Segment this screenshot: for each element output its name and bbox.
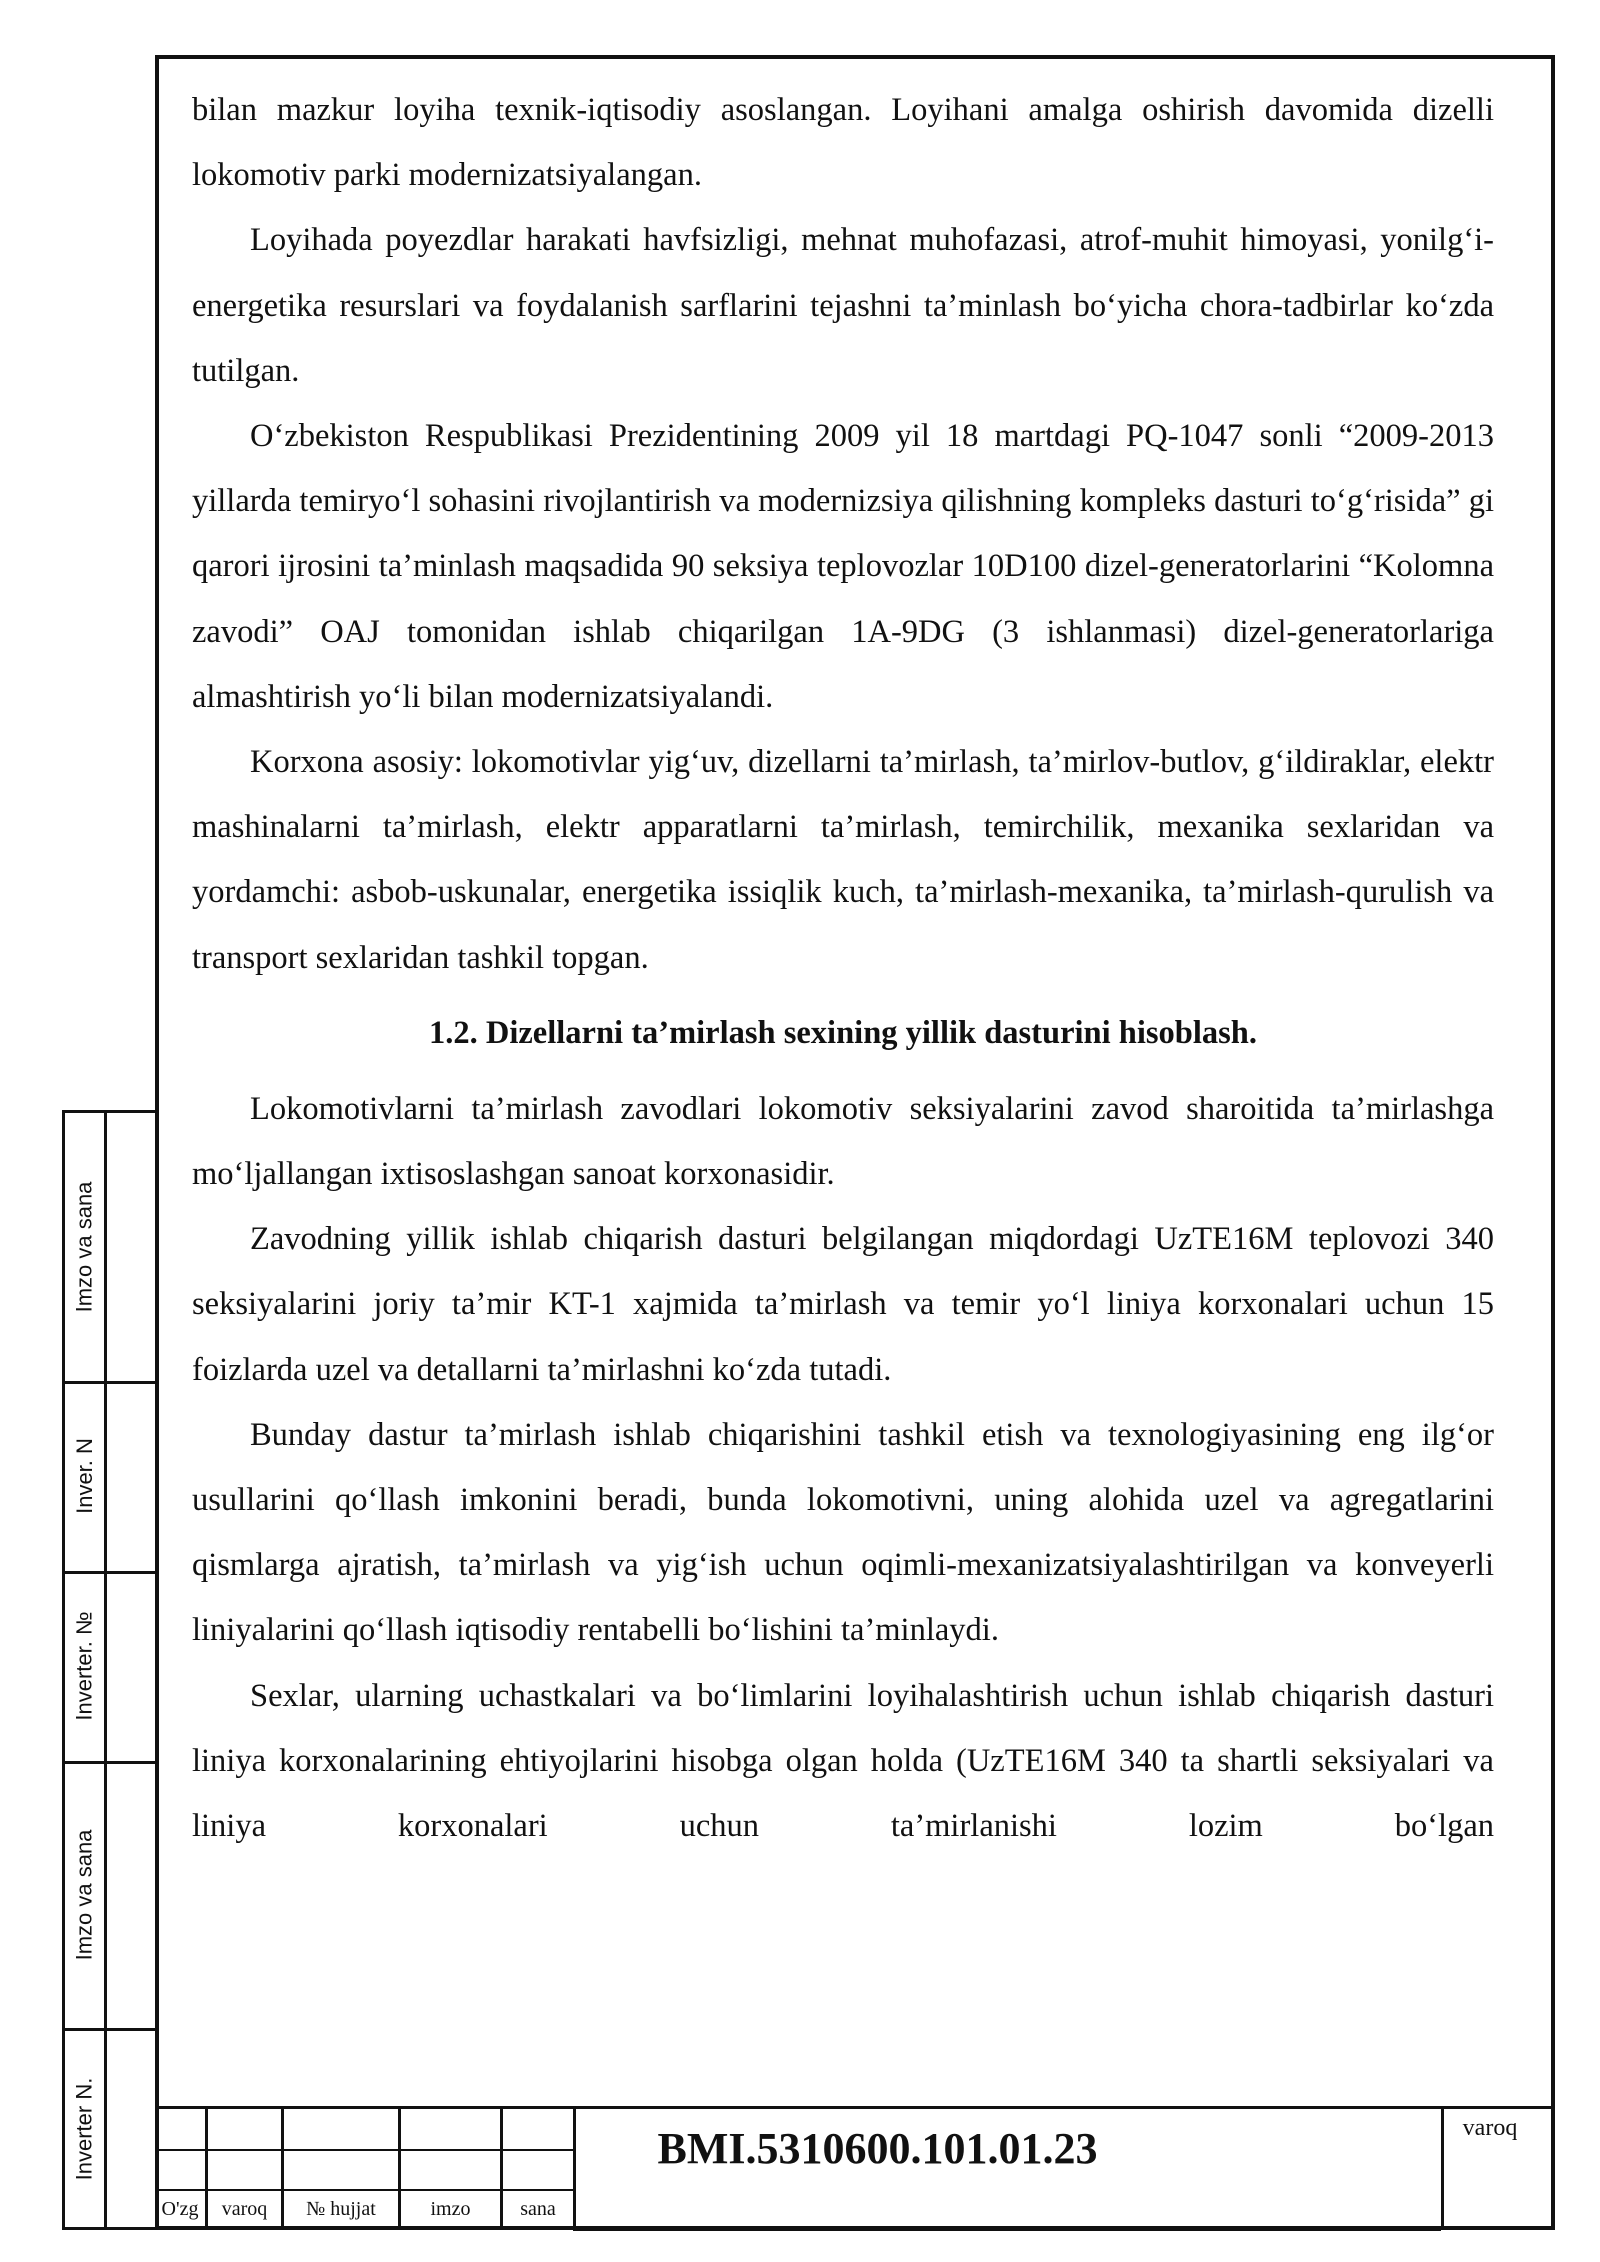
document-body xyxy=(192,78,1494,1859)
column-label-change: O'zg xyxy=(161,2198,199,2220)
strip-divider xyxy=(104,1113,107,2227)
paragraph: bilan mazkur loyiha texnik-iqtisodiy asoslangan. Loyihani amalga oshirish davomida dizelli lokomotiv parki modernizatsiyalangan. xyxy=(192,92,1494,194)
document-code: BMI.5310600.101.01.23 xyxy=(657,2124,1098,2173)
strip-label-inverter-n: Inverter N. xyxy=(71,2077,97,2181)
strip-label-inventory-no: Inver. N xyxy=(71,1438,97,1514)
paragraph: Bunday dastur ta’mirlash ishlab chiqarishini tashkil etish va texnologiyasining eng ilg‘or usullarini qo‘llash imkonini beradi, bunda lokomotivni, uning alohida uzel va agregatlarini qismlarga ajratish, ta’mirlash va yig‘ish uchun oqimli-mexanizatsiyalashtirilgan va konveyerli liniyalarini qo‘llash iqtisodiy rentabelli bo‘lishini ta’minlaydi. xyxy=(192,1416,1494,1649)
paragraph: Loyihada poyezdlar harakati havfsizligi, mehnat muhofazasi, atrof-muhit himoyasi, yonilg‘i-energetika resurslari va foydalanish sarflarini tejashni ta’minlash bo‘yicha chora-tadbirlar ko‘zda tutilgan. xyxy=(192,222,1494,389)
title-block-divider xyxy=(1441,2109,1444,2230)
column-label-document-no: № hujjat xyxy=(306,2198,376,2220)
column-label-sheet: varoq xyxy=(221,2198,268,2220)
strip-label-inverter-no: Inverter. № xyxy=(71,1611,97,1721)
title-block-divider xyxy=(573,2229,1441,2231)
title-block xyxy=(155,2106,1555,2230)
paragraph: Korxona asosiy: lokomotivlar yig‘uv, dizellarni ta’mirlash, ta’mirlov-butlov, g‘ildiraklar, elektr mashinalarni ta’mirlash, elektr apparatlarni ta’mirlash, temirchilik, mexanika sexlaridan va yordamchi: asbob-uskunalar, energetika issiqlik kuch, ta’mirlash-mexanika, ta’mirlash-qurulish va transport sexlaridan tashkil topgan. xyxy=(192,744,1494,976)
column-label-signature: imzo xyxy=(430,2198,471,2220)
strip-label-signature-date-2: Imzo va sana xyxy=(71,1829,97,1960)
strip-label-signature-date: Imzo va sana xyxy=(71,1181,97,1313)
column-label-date: sana xyxy=(520,2198,556,2220)
side-signature-strip xyxy=(62,1110,155,2230)
paragraph: Sexlar, ularning uchastkalari va bo‘limlarini loyihalashtirish uchun ishlab chiqarish dasturi liniya korxonalarining ehtiyojlarini hisobga olgan holda (UzTE16M 340 ta shartli seksiyalari va liniya korxonalari uchun ta’mirlanishi lozim bo‘lgan xyxy=(192,1677,1494,1845)
paragraph: Zavodning yillik ishlab chiqarish dasturi belgilangan miqdordagi UzTE16M teplovozi 340 seksiyalarini joriy ta’mir KT-1 xajmida ta’mirlash va temir yo‘l liniya korxonalari uchun 15 foizlarda uzel va detallarni ta’mirlashni ko‘zda tutadi. xyxy=(192,1221,1494,1388)
section-heading: 1.2. Dizellarni ta’mirlash sexining yillik dasturini hisoblash. xyxy=(429,1014,1257,1051)
sheet-label: varoq xyxy=(1462,2115,1518,2141)
paragraph: O‘zbekiston Respublikasi Prezidentining 2009 yil 18 martdagi PQ-1047 sonli “2009-2013 yillarda temiryo‘l sohasini rivojlantirish va modernizsiya qilishning kompleks dasturi to‘g‘risida” gi qarori ijrosini ta’minlash maqsadida 90 seksiya teplovozlar 10D100 dizel-generatorlarini “Kolomna zavodi” OAJ tomonidan ishlab chiqarilgan 1A-9DG (3 ishlanmasi) dizel-generatorlariga almashtirish yo‘li bilan modernizatsiyalandi. xyxy=(192,418,1494,715)
title-block-divider xyxy=(155,2149,573,2151)
paragraph: Lokomotivlarni ta’mirlash zavodlari lokomotiv seksiyalarini zavod sharoitida ta’mirlashga mo‘ljallangan ixtisoslashgan sanoat korxonasidir. xyxy=(192,1090,1494,1193)
